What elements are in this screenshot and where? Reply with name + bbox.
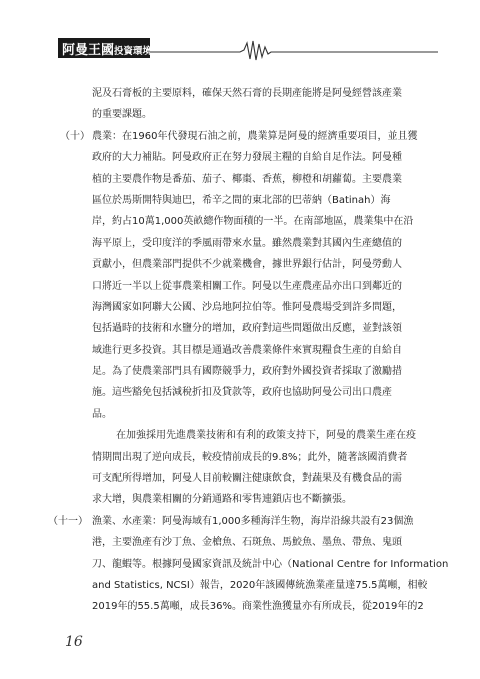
list-item-agriculture [58, 126, 434, 425]
text-line: 口將近一半以上從事農業相關工作。阿曼以生產農產品亦出口到鄰近的 [92, 280, 402, 292]
page-number: 16 [65, 634, 83, 650]
text-line: 漁業、水產業：阿曼海域有1,000多種海洋生物，海岸沿線共設有23個漁 [92, 515, 414, 527]
page-header [58, 38, 438, 64]
text-line: 貢獻小，但農業部門提供不少就業機會，據世界銀行估計，阿曼勞動人 [92, 259, 402, 271]
text-line: 求大增，與農業相關的分銷通路和零售連鎖店也不斷擴張。 [92, 494, 352, 506]
text-line: 岸，約占10萬1,000英畝總作物面積的一半。在南部地區，農業集中在沿 [92, 216, 414, 228]
text-line: and Statistics, NCSI）報告，2020年該國傳統漁業產量達75.5萬噸，相較 [92, 579, 428, 591]
page-content [48, 83, 449, 618]
text-line: 海灣國家如阿聯大公國、沙烏地阿拉伯等。惟阿曼農場受到許多問題， [92, 301, 402, 313]
text-line: 可支配所得增加，阿曼人目前較關注健康飲食，對蔬果及有機食品的需 [92, 473, 402, 485]
paragraph-agriculture-growth [58, 425, 434, 511]
text-line: 區位於馬斯開特與迪巴，希辛之間的東北部的巴蒂納（Batinah）海 [92, 194, 391, 206]
text-line: 植的主要農作物是番茄、茄子、椰棗、香蕉，柳橙和胡蘿蔔。主要農業 [92, 173, 402, 185]
text-line: 足。為了使農業部門具有國際競爭力，政府對外國投資者採取了激勵措 [92, 366, 402, 378]
text-line: 2019年的55.5萬噸，成長36%。商業性漁獲量亦有所成長，從2019年的2 [92, 601, 424, 613]
text-line: 包括過時的技術和水鹽分的增加，政府對這些問題做出反應，並對該領 [92, 323, 402, 335]
text-line: 情期間出現了逆向成長，較疫情前成長的9.8%；此外，隨著該國消費者 [92, 451, 408, 463]
text-line: 政府的大力補貼。阿曼政府正在努力發展主糧的自給自足作法。阿曼種 [92, 152, 402, 164]
text-line: 港，主要漁產有沙丁魚、金槍魚、石斑魚、馬鮫魚、墨魚、帶魚、鬼頭 [92, 537, 402, 549]
paragraph-intro [58, 83, 434, 126]
text-line: 在加強採用先進農業技術和有利的政策支持下，阿曼的農業生產在疫 [116, 430, 416, 442]
text-line: 海平原上，受印度洋的季風雨帶來水量。雖然農業對其國內生產總值的 [92, 237, 402, 249]
heartbeat-line-icon [58, 38, 438, 64]
list-item-number: （十） [60, 130, 90, 142]
text-line: 農業：在1960年代發現石油之前，農業算是阿曼的經濟重要項目，並且獲 [92, 130, 418, 142]
list-item-fisheries [48, 511, 449, 618]
list-item-number: （十一） [48, 515, 88, 527]
header-title-main: 阿曼王國 [62, 43, 115, 58]
text-line: 施。這些豁免包括減稅折扣及貸款等，政府也協助阿曼公司出口農產 [92, 387, 392, 399]
header-title-sub: 投資環境簡介 [114, 46, 172, 57]
text-line: 刀、龍蝦等。根據阿曼國家資訊及統計中心（National Centre for Information [92, 558, 449, 570]
text-line: 泥及石膏板的主要原料，確保天然石膏的長期產能將是阿曼經營該產業 [92, 88, 402, 99]
text-line: 域進行更多投資。其目標是通過改善農業條件來實現糧食生產的自給自 [92, 344, 402, 356]
text-line: 的重要課題。 [92, 109, 152, 121]
text-line: 品。 [92, 408, 112, 420]
